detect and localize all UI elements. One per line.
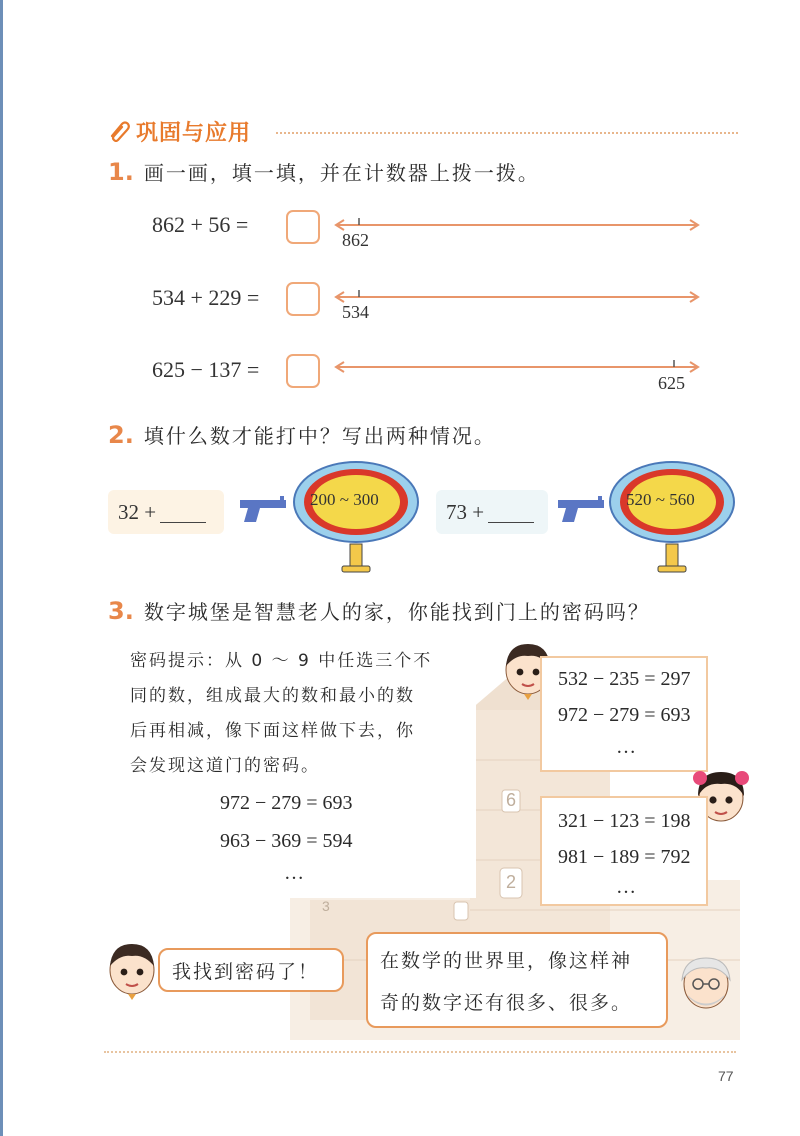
hint-calculation: … <box>284 862 304 884</box>
page-edge-rule <box>0 0 3 1136</box>
paperclip-icon <box>108 120 132 142</box>
target-range-label: 520 ~ 560 <box>626 490 695 509</box>
footer-dotted-line <box>104 1051 736 1053</box>
question-2 <box>108 420 496 449</box>
page-number: 77 <box>718 1068 734 1084</box>
target-expression-box <box>436 490 548 534</box>
board-calculation: … <box>616 876 636 898</box>
number-line-tick-label: 625 <box>658 373 685 393</box>
elder-speech-line: 奇的数字还有很多、很多。 <box>380 992 633 1014</box>
target-board <box>608 460 736 576</box>
number-line <box>332 286 702 308</box>
boy-speech-bubble <box>158 948 344 992</box>
password-hint-panel <box>112 636 476 898</box>
hint-calculation: 963 − 369 = 594 <box>220 830 353 852</box>
answer-blank[interactable] <box>488 502 534 523</box>
number-line-tick-label: 534 <box>342 302 369 322</box>
boy-avatar <box>104 940 160 1002</box>
board-calculation: 532 − 235 = 297 <box>558 668 691 690</box>
door-number: 3 <box>322 898 330 914</box>
door-number: 6 <box>506 790 517 810</box>
door-number: 2 <box>506 872 517 892</box>
question-1 <box>108 157 540 186</box>
question-number: 3. <box>108 596 134 625</box>
question-text: 画一画，填一填，并在计数器上拨一拨。 <box>143 161 540 185</box>
target-expression: 73 + <box>446 499 485 524</box>
question-number: 2. <box>108 420 134 449</box>
target-range-label: 200 ~ 300 <box>310 490 379 509</box>
target-expression-box <box>108 490 224 534</box>
question-text: 数字城堡是智慧老人的家，你能找到门上的密码吗？ <box>143 600 650 624</box>
question-number: 1. <box>108 157 134 186</box>
section-header <box>108 114 738 148</box>
answer-box[interactable] <box>286 354 320 388</box>
answer-blank[interactable] <box>160 502 206 523</box>
elder-speech-bubble <box>366 932 668 1028</box>
question-text: 填什么数才能打中？写出两种情况。 <box>143 424 496 448</box>
toy-gun-icon <box>554 494 608 526</box>
hint-line: 同的数，组成最大的数和最小的数 <box>130 686 415 706</box>
calculation-board <box>540 656 708 772</box>
board-calculation: … <box>616 736 636 758</box>
elder-speech-line: 在数学的世界里，像这样神 <box>380 950 633 972</box>
answer-box[interactable] <box>286 282 320 316</box>
number-line-tick-label: 862 <box>342 230 369 250</box>
target-expression: 32 + <box>118 499 157 524</box>
calculation-board <box>540 796 708 906</box>
q1-expression: 534 + 229 = <box>152 285 260 310</box>
board-calculation: 321 − 123 = 198 <box>558 810 691 832</box>
hint-line: 密码提示：从 0 ～ 9 中任选三个不 <box>130 651 433 671</box>
number-line <box>332 214 702 236</box>
board-calculation: 981 − 189 = 792 <box>558 846 691 868</box>
boy-speech-text: 我找到密码了！ <box>172 960 320 983</box>
hint-line: 后再相减，像下面这样做下去，你 <box>130 721 415 741</box>
question-3 <box>108 596 650 625</box>
hint-line: 会发现这道门的密码。 <box>130 756 320 776</box>
header-dotted-line <box>276 132 738 134</box>
toy-gun-icon <box>236 494 290 526</box>
board-calculation: 972 − 279 = 693 <box>558 704 691 726</box>
elder-avatar <box>676 954 736 1016</box>
target-board <box>292 460 420 576</box>
answer-box[interactable] <box>286 210 320 244</box>
hint-calculation: 972 − 279 = 693 <box>220 792 353 814</box>
q1-expression: 862 + 56 = <box>152 212 249 237</box>
q1-expression: 625 − 137 = <box>152 357 260 382</box>
section-title: 巩固与应用 <box>136 121 252 146</box>
number-line <box>332 356 702 378</box>
